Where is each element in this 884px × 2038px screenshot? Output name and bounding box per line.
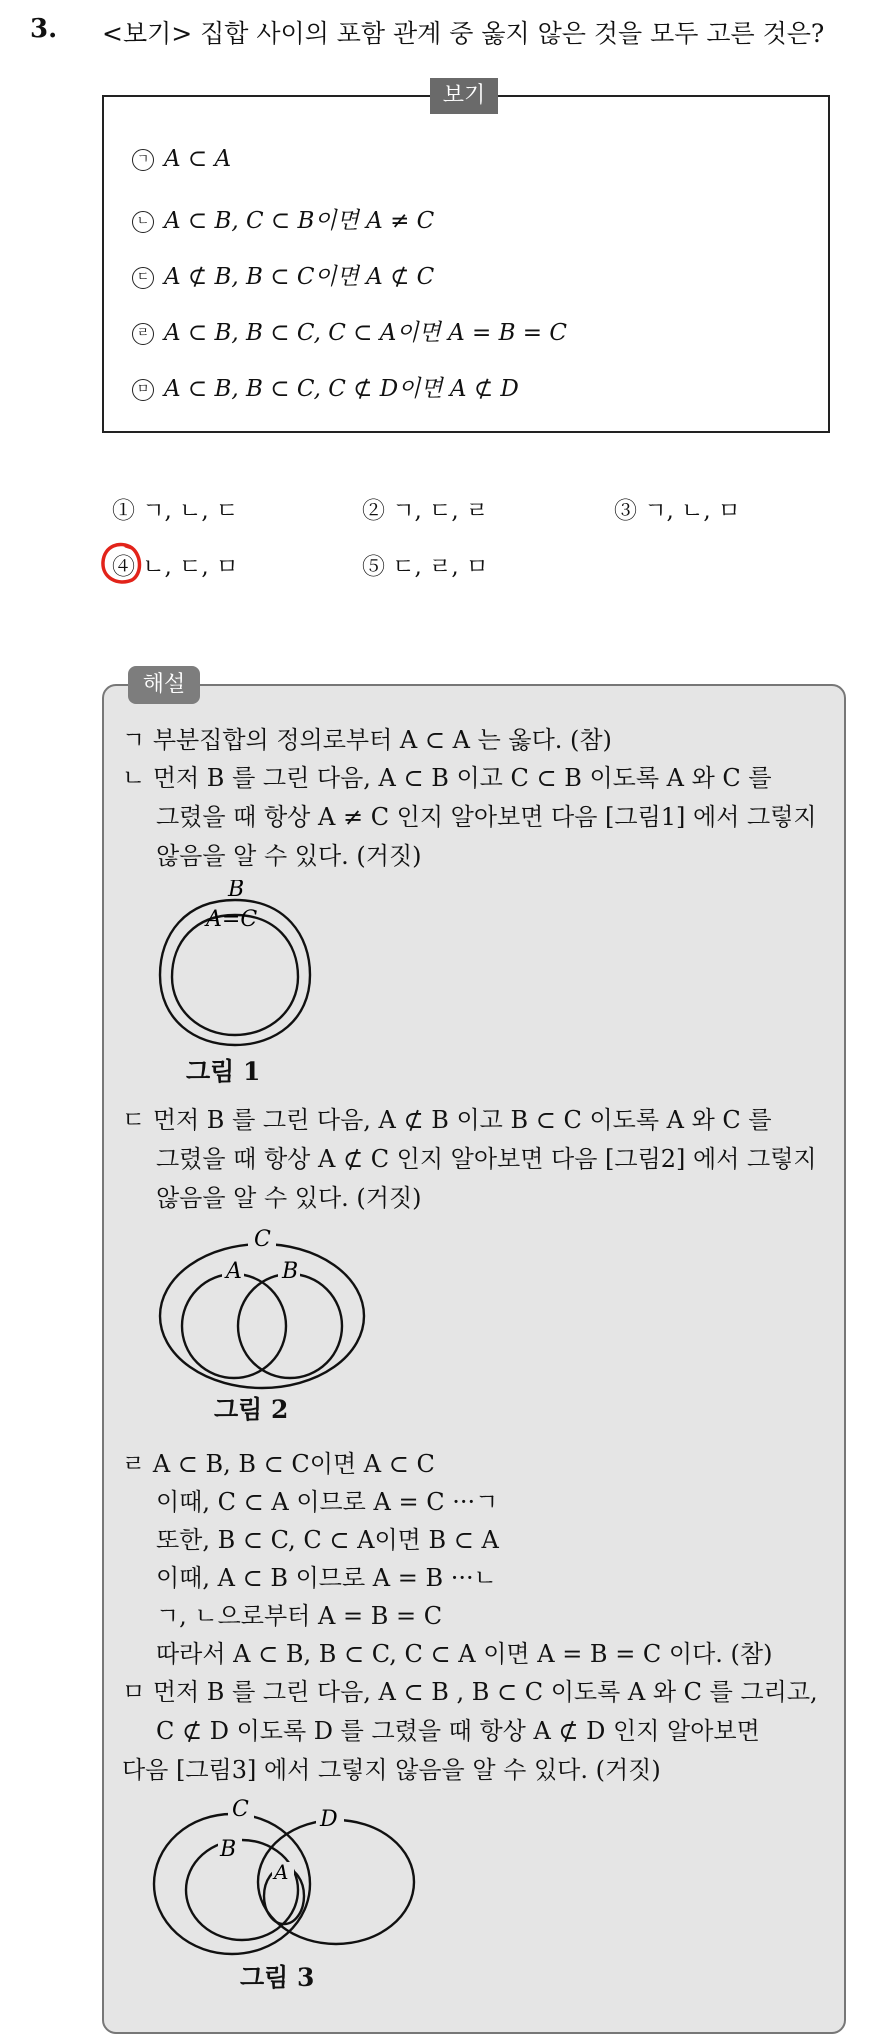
bogi-item [132, 202, 434, 235]
bogi-item [132, 258, 434, 291]
solution-line: 그렸을 때 항상 A ≠ C 인지 알아보면 다음 [그림1] 에서 그렇지 [156, 803, 817, 831]
choice-number: ② [362, 498, 385, 524]
bogi-marker: ㄱ [132, 149, 154, 171]
solution-line: ㄱ, ㄴ으로부터 A = B = C [156, 1602, 443, 1630]
figure-3-label-c: C [232, 1797, 249, 1822]
choice-3[interactable] [614, 492, 740, 525]
bogi-tag: 보기 [430, 78, 498, 114]
bogi-marker: ㄴ [132, 211, 154, 233]
bogi-marker: ㄷ [132, 267, 154, 289]
solution-line: 그렸을 때 항상 A ⊄ C 인지 알아보면 다음 [그림2] 에서 그렇지 [156, 1145, 817, 1173]
solution-line: ㄱ 부분집합의 정의로부터 A ⊂ A 는 옳다. (참) [122, 726, 612, 754]
solution-line: ㄷ 먼저 B 를 그린 다음, A ⊄ B 이고 B ⊂ C 이도록 A 와 C 를 [122, 1106, 772, 1134]
figure-2-label-b: B [282, 1259, 299, 1284]
bogi-text: A ⊂ B, C ⊂ B이면 A ≠ C [164, 208, 435, 234]
solution-line: 따라서 A ⊂ B, B ⊂ C, C ⊂ A 이면 A = B = C 이다. (참) [156, 1640, 773, 1668]
bogi-item [132, 314, 567, 347]
solution-line: 이때, A ⊂ B 이므로 A = B ···ㄴ [156, 1564, 497, 1592]
solution-line: ㄹ A ⊂ B, B ⊂ C이면 A ⊂ C [122, 1450, 435, 1478]
figure-1-caption: 그림 1 [186, 1057, 261, 1086]
figure-2-label-a: A [226, 1259, 242, 1284]
bogi-item [132, 146, 231, 172]
figure-3-label-b: B [220, 1837, 237, 1862]
choice-text: ㄷ, ㄹ, ㅁ [392, 554, 489, 580]
figure-1-label-ac: A=C [206, 907, 258, 932]
solution-line: 다음 [그림3] 에서 그렇지 않음을 알 수 있다. (거짓) [122, 1756, 661, 1784]
figure-3-label-a: A [274, 1860, 289, 1884]
question-number: 3. [30, 14, 58, 44]
choice-number: ⑤ [362, 554, 385, 580]
solution-line: C ⊄ D 이도록 D 를 그렸을 때 항상 A ⊄ D 인지 알아보면 [156, 1717, 760, 1745]
figure-1-venn [150, 880, 320, 1055]
choice-5[interactable] [362, 548, 488, 581]
bogi-text: A ⊂ B, B ⊂ C, C ⊂ A이면 A = B = C [164, 320, 567, 346]
bogi-text: A ⊄ B, B ⊂ C이면 A ⊄ C [164, 264, 435, 290]
figure-1-label-b: B [228, 880, 245, 902]
figure-2-caption: 그림 2 [214, 1395, 289, 1424]
solution-line: 이때, C ⊂ A 이므로 A = C ···ㄱ [156, 1488, 499, 1516]
choice-text: ㄱ, ㄴ, ㄷ [142, 498, 239, 524]
bogi-marker: ㅁ [132, 379, 154, 401]
selected-answer-mark [98, 538, 146, 590]
figure-2-label-c: C [254, 1227, 271, 1252]
solution-line: 또한, B ⊂ C, C ⊂ A이면 B ⊂ A [156, 1526, 499, 1554]
choice-number: ④ [112, 554, 135, 580]
figure-2-venn [150, 1218, 380, 1393]
bogi-item [132, 370, 519, 403]
bogi-text: A ⊂ B, B ⊂ C, C ⊄ D이면 A ⊄ D [164, 376, 519, 402]
figure-3-label-d: D [320, 1807, 338, 1832]
choice-2[interactable] [362, 492, 488, 525]
choice-1[interactable] [112, 492, 238, 525]
choice-text: ㄱ, ㄴ, ㅁ [644, 498, 741, 524]
figure-3-venn [150, 1792, 420, 1962]
choice-text: ㄴ, ㄷ, ㅁ [142, 554, 239, 580]
figure-3-caption: 그림 3 [240, 1963, 315, 1992]
choice-number: ③ [614, 498, 637, 524]
solution-line: 않음을 알 수 있다. (거짓) [156, 1184, 422, 1212]
solution-line: ㄴ 먼저 B 를 그린 다음, A ⊂ B 이고 C ⊂ B 이도록 A 와 C 를 [122, 764, 772, 792]
question-text: <보기> 집합 사이의 포함 관계 중 옳지 않은 것을 모두 고른 것은? [102, 19, 825, 48]
choice-number: ① [112, 498, 135, 524]
bogi-marker: ㄹ [132, 323, 154, 345]
solution-tag: 해설 [128, 666, 200, 704]
solution-line: ㅁ 먼저 B 를 그린 다음, A ⊂ B , B ⊂ C 이도록 A 와 C 를 그리고, [122, 1678, 818, 1706]
bogi-text: A ⊂ A [164, 146, 232, 172]
solution-line: 않음을 알 수 있다. (거짓) [156, 842, 422, 870]
choice-text: ㄱ, ㄷ, ㄹ [392, 498, 489, 524]
